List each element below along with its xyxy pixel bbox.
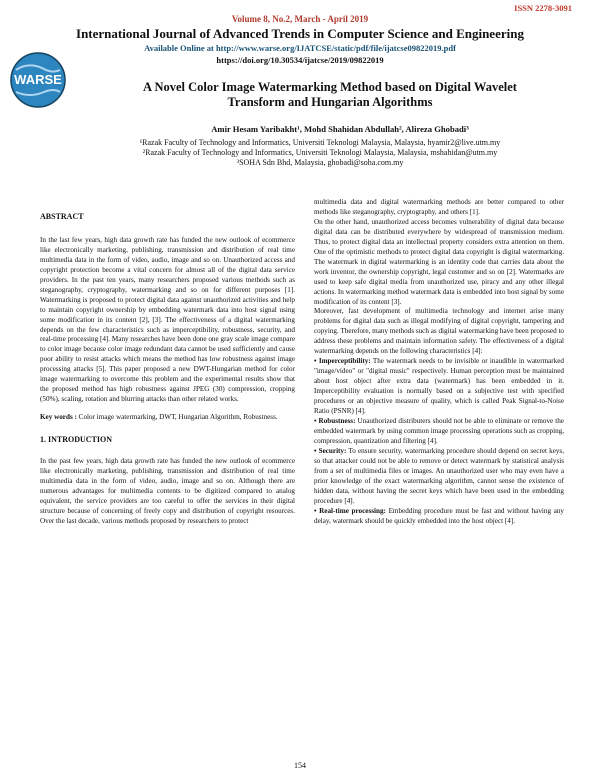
right-paragraph-1: multimedia data and digital watermarking methods are better compared to other methods like steganography, cryptography, and others [1]. xyxy=(314,198,564,216)
bullet-security xyxy=(314,447,564,507)
bullet-security-label: • Security: xyxy=(314,446,347,455)
affiliation-2: ²Razak Faculty of Technology and Informatics, Universiti Teknologi Malaysia, Malaysia, mshahidan@utm.my xyxy=(142,148,498,157)
bullet-security-text: To ensure security, watermarking procedure should depend on secret keys, so that attacker could not be able to remove or detect watermark by statistical analysis from a set of multimedia files or images. An unauthorized user who may even have a prior knowledge of the exact watermarking algorithm, cannot sense the existence of hidden data, without having the secret keys which have been used in the embedding procedure [4]. xyxy=(314,446,564,505)
title-line-1: A Novel Color Image Watermarking Method based on Digital Wavelet xyxy=(143,80,517,94)
affiliation-3: ³SOHA Sdn Bhd, Malaysia, ghobadi@soha.com.my xyxy=(236,158,404,167)
paper-title xyxy=(60,80,600,110)
right-paragraph-3: Moreover, fast development of multimedia technology and internet arise many problems for digital data such as illegal modifying of digital copyright, tampering and copying. Therefore, many methods such as digital watermarking have been proposed to address these problems and maintain information safety. The effectiveness of a digital watermarking depends on the following characteristics [4]: xyxy=(314,307,564,356)
bullet-realtime xyxy=(314,507,564,527)
bullet-imperceptibility-label: • Imperceptibility: xyxy=(314,357,371,366)
keywords-text: Color image watermarking, DWT, Hungarian Algorithm, Robustness. xyxy=(76,413,278,422)
right-paragraph-2: On the other hand, unauthorized access becomes vulnerability of digital data because digital data can be distributed everywhere by widespread of transmission medium. Thus, to protect digital data an intellectual property considers extra attention on them. One of the optimistic methods to protect digital data copyright is digital watermarking. The watermark in digital watermarking is an identity code that carries data about the work inventor, the ownership copyright, legal customer and so on [2]. Watermarks are used to keep safe digital media from unauthorized use, piracy and any other illegal actions. In watermarking method watermark data is embedded into host signal by some modification of its content [3]. xyxy=(314,217,564,306)
issn: ISSN 2278-3091 xyxy=(514,3,572,13)
bullet-realtime-label: • Real-time processing: xyxy=(314,506,386,515)
keywords-label: Key words : xyxy=(40,413,77,422)
bullet-imperceptibility xyxy=(314,357,564,417)
right-column xyxy=(314,198,564,526)
authors: Amir Hesam Yaribakht¹, Mohd Shahidan Abdullah², Alireza Ghobadi³ xyxy=(211,124,469,134)
journal-title: International Journal of Advanced Trends in Computer Science and Engineering xyxy=(76,26,524,41)
title-line-2: Transform and Hungarian Algorithms xyxy=(227,95,433,109)
doi-link[interactable]: https://doi.org/10.30534/ijatcse/2019/09822019 xyxy=(216,55,384,65)
bullet-robustness-text: Unauthorized distributers should not be able to eliminate or remove the embedded watermark by using common image processing operations such as cropping, compression, quantization and filtering [4]. xyxy=(314,416,564,445)
volume-line: Volume 8, No.2, March - April 2019 xyxy=(231,14,369,24)
bullet-robustness xyxy=(314,417,564,447)
bullet-imperceptibility-text: The watermark needs to be invisible or inaudible in watermarked "image/video" or "digital music" respectively. Human perception must be maintained about host object after extra data (watermark) has been embedded in it. Imperceptibility evaluation is normally based on a subjective test with specified procedures or an objective measure of quality, which is called Peak Signal-to-Noise Ratio (PSNR) [4]. xyxy=(314,357,564,416)
abstract-heading: ABSTRACT xyxy=(40,212,84,221)
keywords xyxy=(40,413,295,423)
bullet-realtime-text: Embedding procedure must be fast and without having any delay, watermark should be quickly embedded into the host object [4]. xyxy=(314,506,564,525)
online-url[interactable]: Available Online at http://www.warse.org/IJATCSE/static/pdf/file/ijatcse09822019.pdf xyxy=(144,43,456,53)
intro-text: In the past few years, high data growth rate has funded the new outlook of ecommerce like electronically marketing, publishing, transmission and distribution of real time multimedia data in the form of video, audio, image and so on. Although there are numerous advantages for multimedia contents to be digitized compared to analog equivalent, the service providers are too careful to offer the services in their digital structure because of concerning of freely copy and distribution of copyright resources. Over the last decade, various methods proposed by researchers to protect xyxy=(40,457,295,525)
logo-text: WARSE xyxy=(14,72,62,87)
left-column xyxy=(40,212,295,527)
intro-heading: 1. INTRODUCTION xyxy=(40,435,113,445)
affiliation-1: ¹Razak Faculty of Technology and Informatics, Universiti Teknologi Malaysia, Malaysia, hyamir2@live.utm.my xyxy=(139,138,501,147)
bullet-robustness-label: • Robustness: xyxy=(314,416,356,425)
page-number: 154 xyxy=(294,761,306,770)
abstract-text: In the last few years, high data growth rate has funded the new outlook of ecommerce like electronically marketing, publishing, transmission and distribution of real time multimedia data in the form of video, audio, image and so on. Unauthorized access and copyright protection become a vital concern for almost all of the digital data service providers. In the past ten years, many researchers proposed various methods such as steganography, cryptography, watermarking and so on for different purposes [1]. Watermarking is proposed to protect digital data against unauthorized activities and help to maintain copyright ownership by embedding watermark data into host signal using some modification in its content [2], [3]. The effectiveness of a digital watermarking depends on the few characteristics such as imperceptibility, robustness, security, and real-time processing [4]. Many researches have been done one gray scale image compare to color image because color image redundant data cannot be used sufficiently and cause poor ability to resist attacks which means the method has low robustness against image processing attacks [5]. This paper proposed a new DWT-Hungarian method for color image watermarking to overcome this problem and the experimental results show that the proposed method has high robustness against JPEG (30) compression, cropping (50%), scaling, rotation and blurring attacks than other related works. xyxy=(40,235,295,404)
